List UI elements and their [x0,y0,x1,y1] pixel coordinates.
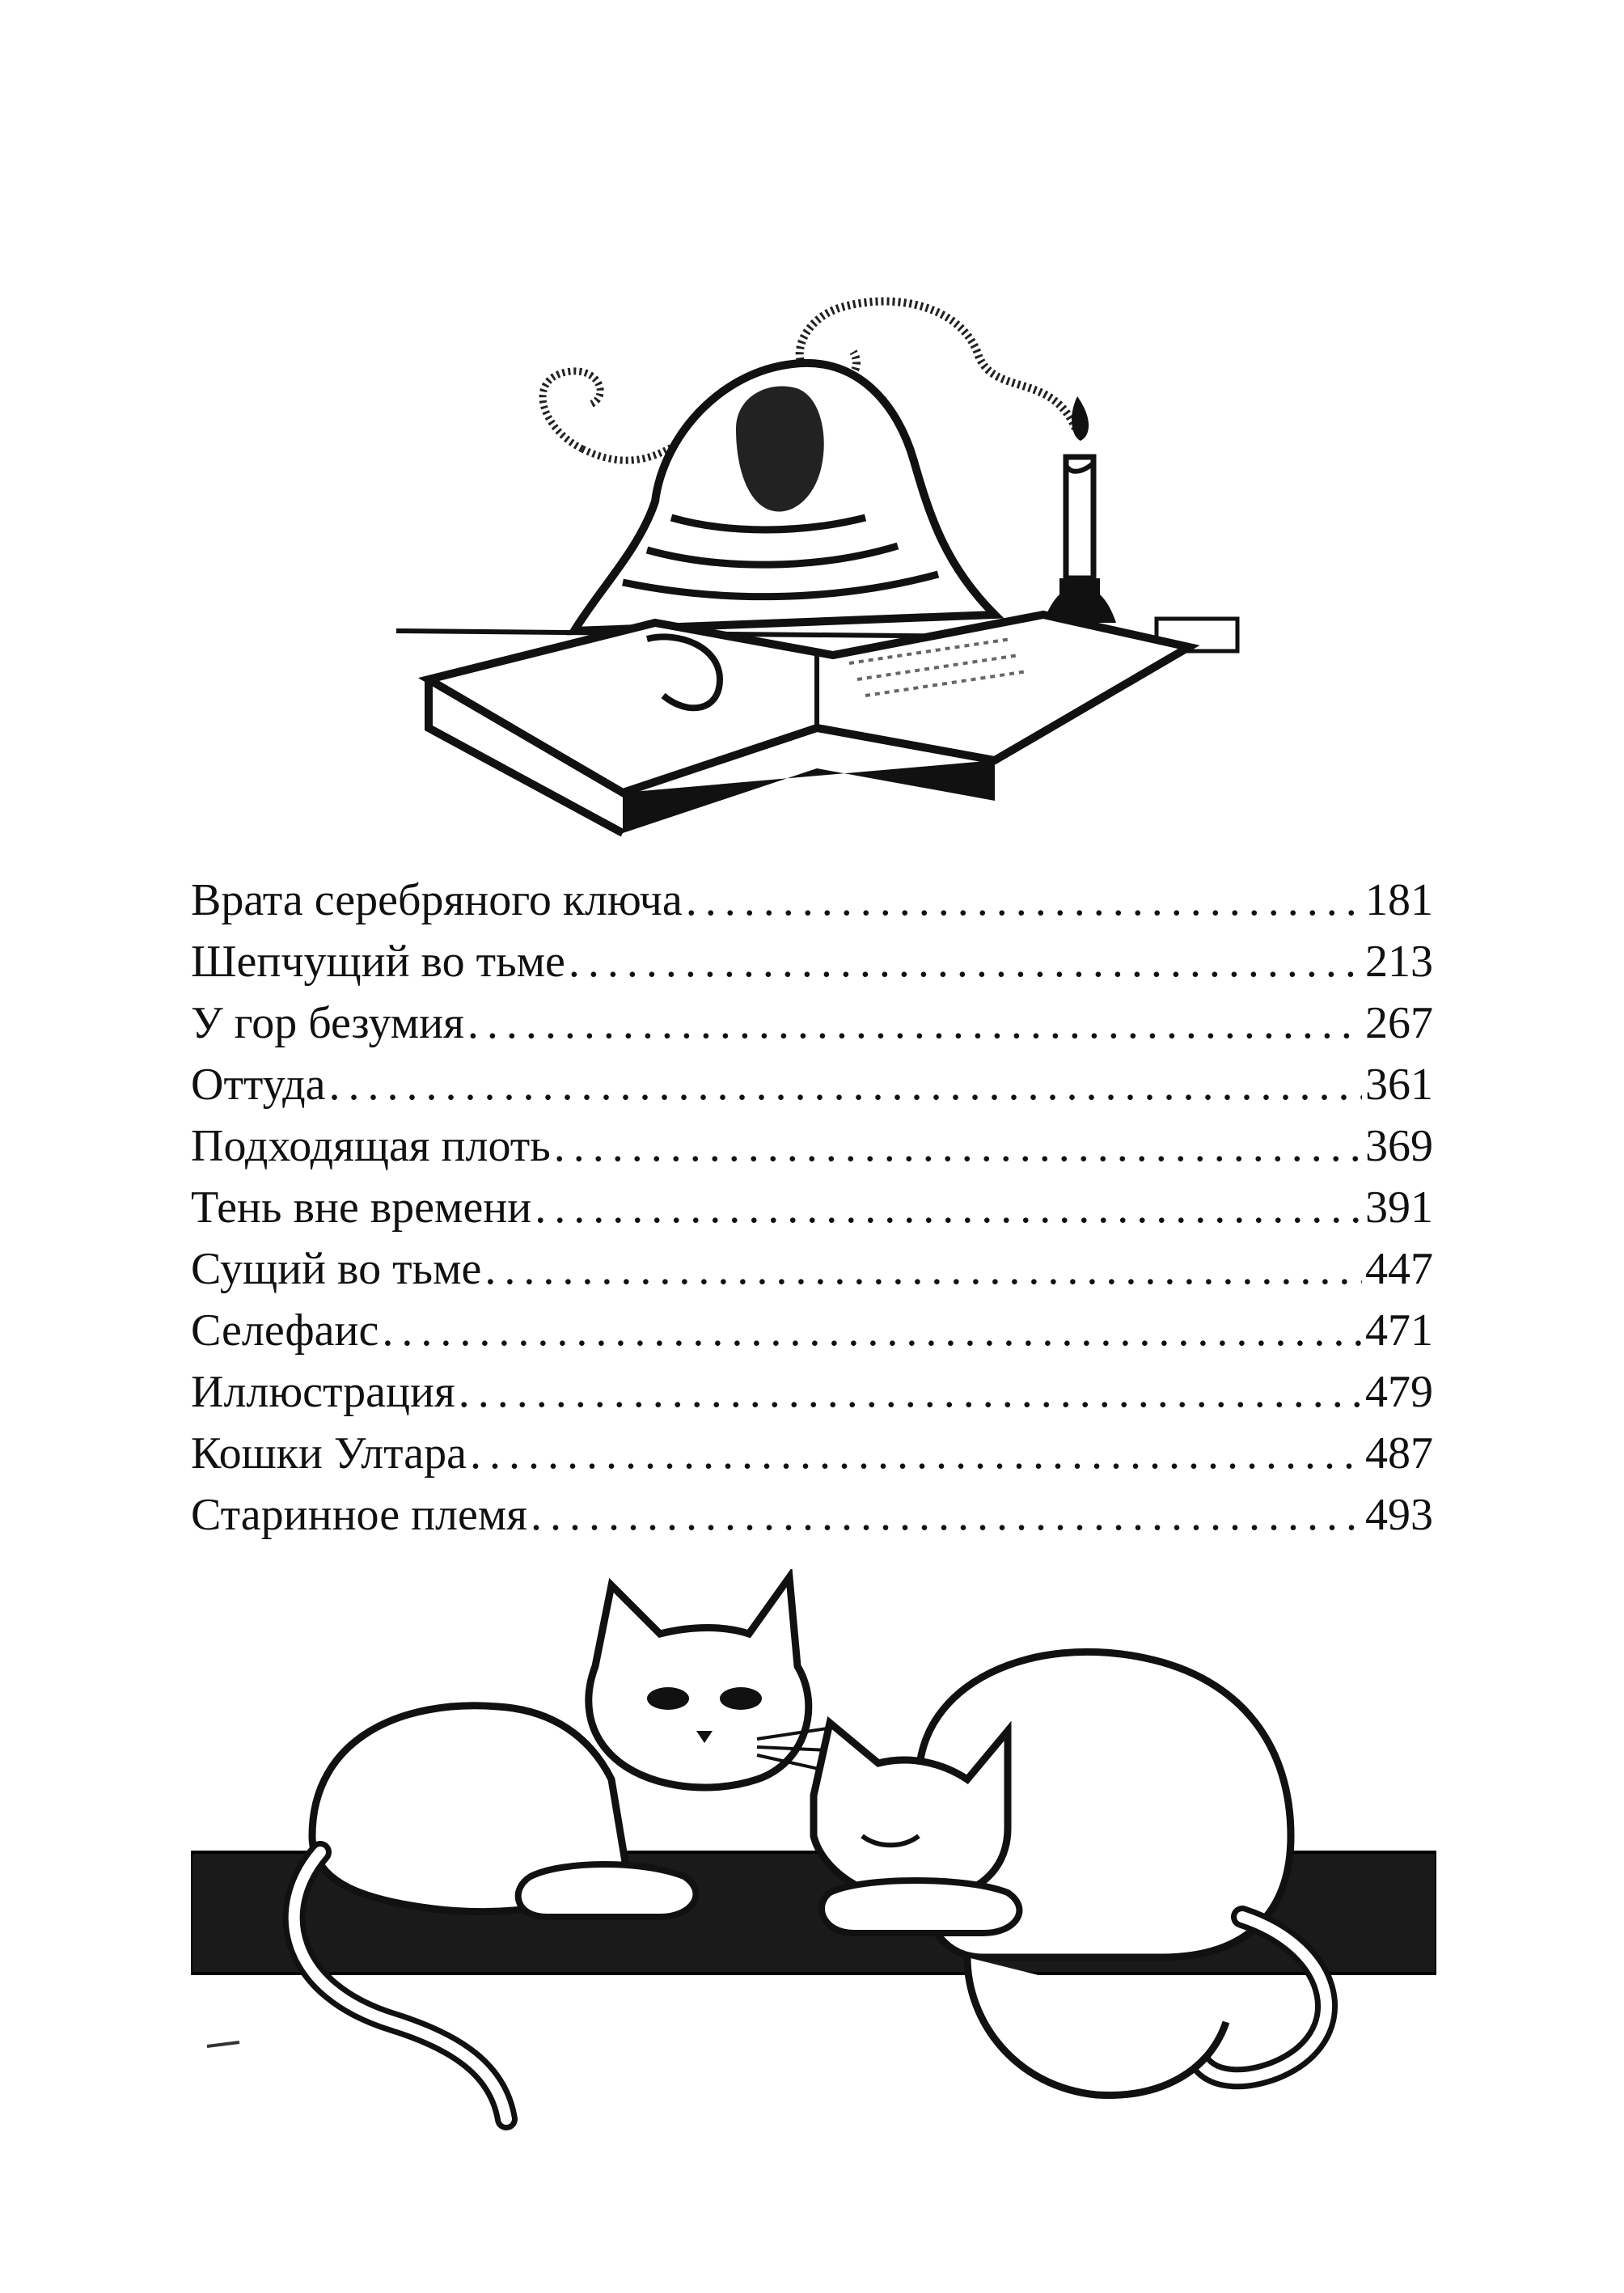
toc-entry-title: Врата серебряного ключа [191,875,683,925]
toc-entry [191,1115,1433,1177]
toc-entry-page: 267 [1365,998,1433,1048]
toc-entry-page: 447 [1365,1244,1433,1294]
toc-entry-page: 479 [1365,1367,1433,1417]
toc-leader-dots [531,1484,1362,1546]
toc-entry [191,931,1433,992]
toc-entry-title: Шепчущий во тьме [191,937,565,987]
toc-entry-title: Подходящая плоть [191,1121,551,1171]
toc-entry [191,869,1433,931]
hooded-reader-illustration [380,275,1254,841]
toc-entry-page: 391 [1365,1182,1433,1233]
toc-leader-dots [470,1423,1362,1484]
toc-leader-dots [467,992,1362,1054]
toc-entry-page: 361 [1365,1060,1433,1110]
toc-entry-title: Кошки Ултара [191,1428,467,1479]
toc-entry [191,992,1433,1054]
toc-leader-dots [328,1054,1362,1115]
toc-leader-dots [535,1177,1362,1238]
toc-leader-dots [686,869,1362,931]
toc-leader-dots [569,931,1362,992]
toc-entry-page: 487 [1365,1428,1433,1479]
toc-entry-title: Оттуда [191,1060,326,1110]
toc-entry-page: 493 [1365,1490,1433,1540]
toc-leader-dots [554,1115,1362,1177]
toc-entry [191,1300,1433,1361]
toc-entry [191,1054,1433,1115]
toc-entry [191,1238,1433,1300]
toc-entry-title: У гор безумия [191,998,464,1048]
toc-entry-page: 213 [1365,937,1433,987]
toc-leader-dots [382,1300,1362,1361]
toc-entry-title: Тень вне времени [191,1182,532,1233]
toc-entry [191,1484,1433,1546]
two-cats-illustration [191,1569,1436,2151]
toc-entry-page: 471 [1365,1305,1433,1356]
toc-entry [191,1361,1433,1423]
table-of-contents [191,869,1433,1546]
toc-entry [191,1423,1433,1484]
toc-entry [191,1177,1433,1238]
toc-entry-title: Селефаис [191,1305,379,1356]
toc-entry-title: Старинное племя [191,1490,528,1540]
toc-entry-page: 181 [1365,875,1433,925]
toc-entry-title: Сущий во тьме [191,1244,482,1294]
toc-leader-dots [484,1238,1362,1300]
toc-entry-title: Иллюстрация [191,1367,455,1417]
toc-leader-dots [459,1361,1362,1423]
toc-entry-page: 369 [1365,1121,1433,1171]
